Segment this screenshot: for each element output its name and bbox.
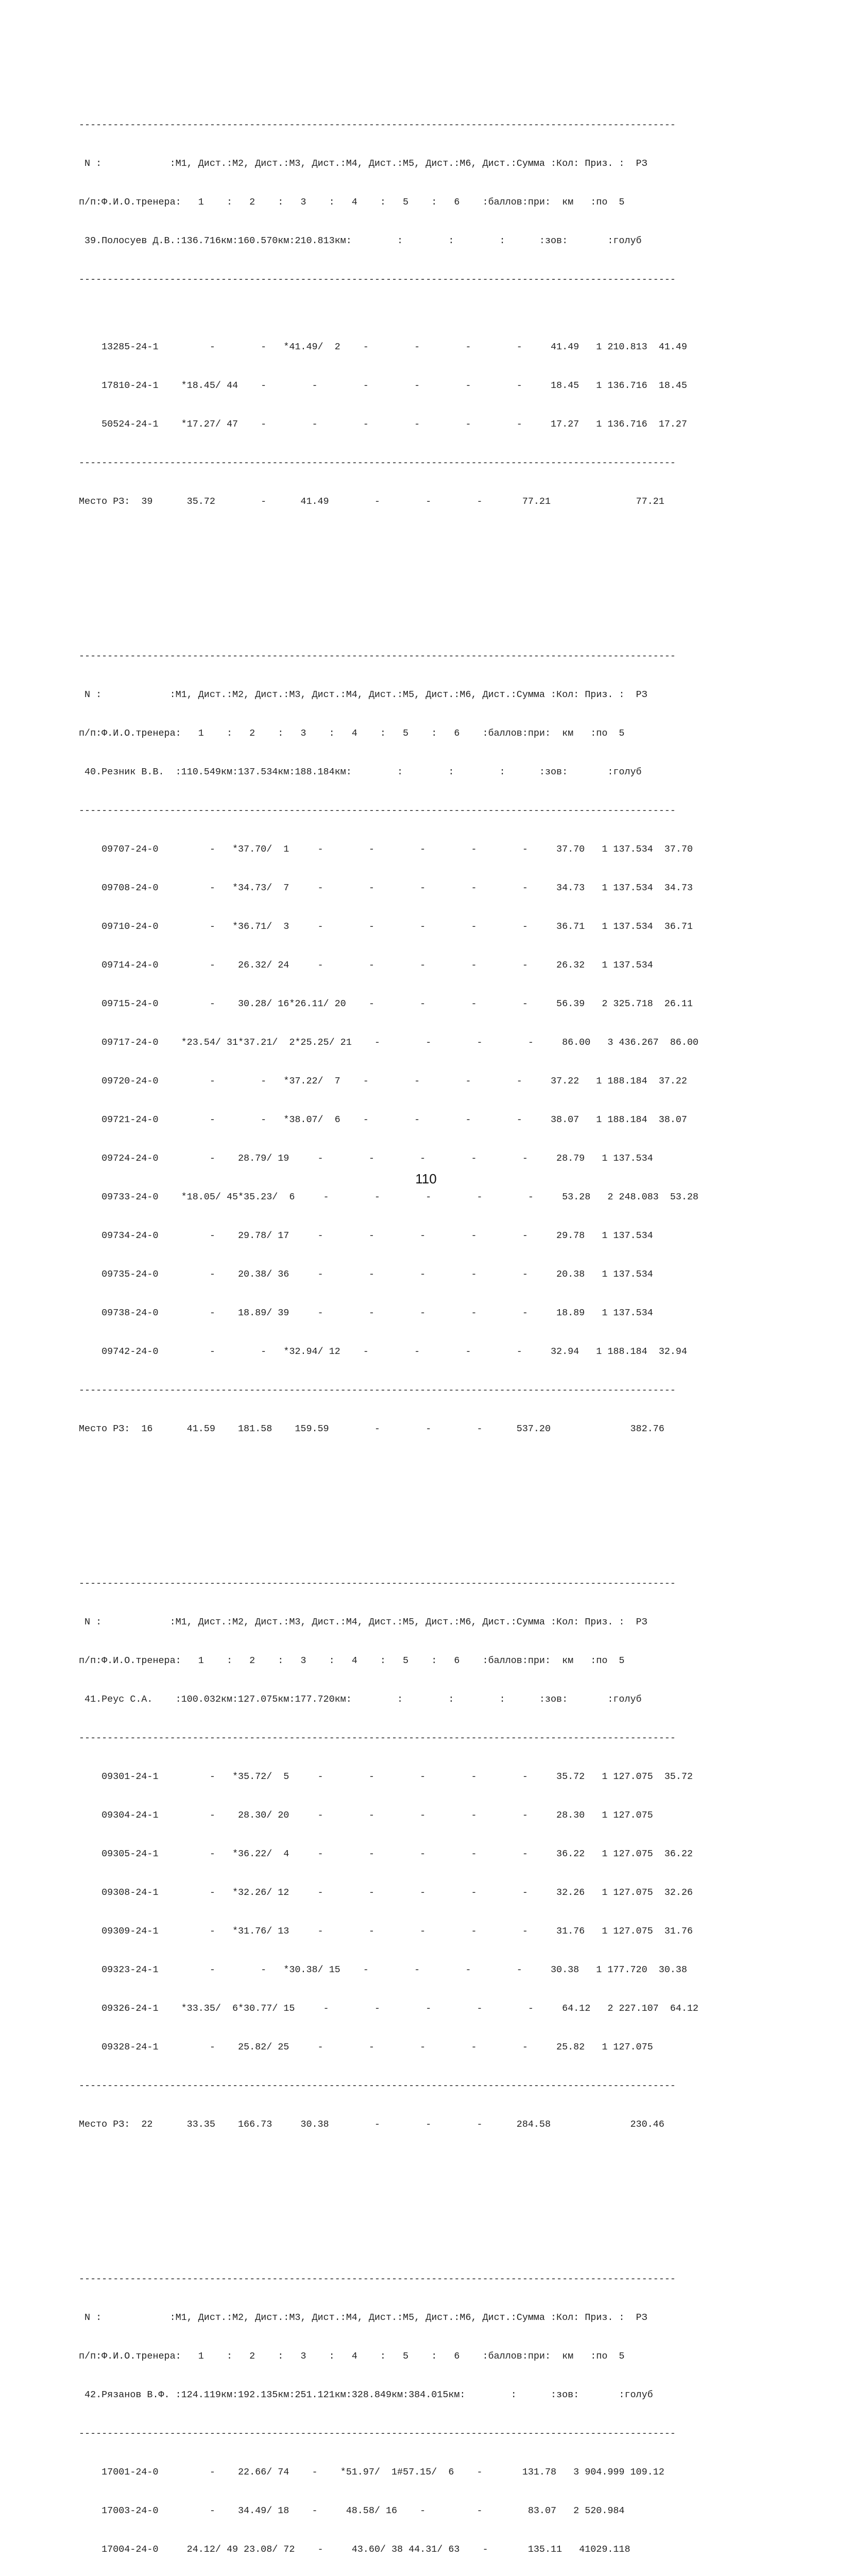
table-header-row: N : :М1, Дист.:М2, Дист.:М3, Дист.:М4, Дист.:М5, Дист.:М6, Дист.:Сумма :Кол: Приз. : РЗ — [79, 689, 647, 700]
pigeon-row: 09304-24-1 - 28.30/ 20 - - - - - 28.30 1 127.075 — [79, 1810, 653, 1821]
pigeon-row: 09328-24-1 - 25.82/ 25 - - - - - 25.82 1 127.075 — [79, 2042, 653, 2053]
table-header-row: п/п:Ф.И.О.тренера: 1 : 2 : 3 : 4 : 5 : 6 :баллов:при: км :по 5 — [79, 2351, 625, 2362]
pigeon-row: 09742-24-0 - - *32.94/ 12 - - - - 32.94 1 188.184 32.94 — [79, 1346, 687, 1357]
pigeon-row: 09715-24-0 - 30.28/ 16*26.11/ 20 - - - - 56.39 2 325.718 26.11 — [79, 998, 693, 1009]
pigeon-row: 13285-24-1 - - *41.49/ 2 - - - - 41.49 1 210.813 41.49 — [79, 342, 687, 352]
separator-line: --------------------------------------------------------------------------------------------------------- — [79, 2274, 676, 2284]
table-header-row: п/п:Ф.И.О.тренера: 1 : 2 : 3 : 4 : 5 : 6 :баллов:при: км :по 5 — [79, 728, 625, 739]
summary-row: Место РЗ: 39 35.72 - 41.49 - - - 77.21 77.21 — [79, 496, 664, 507]
separator-line: --------------------------------------------------------------------------------------------------------- — [79, 274, 676, 285]
table-header-row: N : :М1, Дист.:М2, Дист.:М3, Дист.:М4, Дист.:М5, Дист.:М6, Дист.:Сумма :Кол: Приз. : РЗ — [79, 158, 647, 169]
pigeon-row: 17003-24-0 - 34.49/ 18 - 48.58/ 16 - - 83.07 2 520.984 — [79, 2505, 625, 2516]
separator-line: --------------------------------------------------------------------------------------------------------- — [79, 2428, 676, 2439]
pigeon-row: 09721-24-0 - - *38.07/ 6 - - - - 38.07 1 188.184 38.07 — [79, 1114, 687, 1125]
page-number: 110 — [415, 1171, 437, 1187]
separator-line: --------------------------------------------------------------------------------------------------------- — [79, 805, 676, 816]
pigeon-row: 09735-24-0 - 20.38/ 36 - - - - - 20.38 1 137.534 — [79, 1269, 653, 1280]
trainer-block — [79, 624, 800, 1500]
summary-row: Место РЗ: 22 33.35 166.73 30.38 - - - 284.58 230.46 — [79, 2119, 664, 2130]
trainer-title-row: 41.Реус С.А. :100.032км:127.075км:177.720км: : : : :зов: :голуб — [79, 1694, 642, 1705]
separator-line: --------------------------------------------------------------------------------------------------------- — [79, 1578, 676, 1589]
pigeon-row: 09707-24-0 - *37.70/ 1 - - - - - 37.70 1 137.534 37.70 — [79, 844, 693, 855]
separator-line: --------------------------------------------------------------------------------------------------------- — [79, 1385, 676, 1396]
separator-line: --------------------------------------------------------------------------------------------------------- — [79, 1733, 676, 1743]
trainer-title-row: 39.Полосуев Д.В.:136.716км:160.570км:210.813км: : : : :зов: :голуб — [79, 235, 642, 246]
pigeon-row: 09717-24-0 *23.54/ 31*37.21/ 2*25.25/ 21 - - - - 86.00 3 436.267 86.00 — [79, 1037, 698, 1048]
pigeon-row: 50524-24-1 *17.27/ 47 - - - - - - 17.27 1 136.716 17.27 — [79, 419, 687, 430]
pigeon-row: 09710-24-0 - *36.71/ 3 - - - - - 36.71 1 137.534 36.71 — [79, 921, 693, 932]
pigeon-row: 09714-24-0 - 26.32/ 24 - - - - - 26.32 1 137.534 — [79, 960, 653, 971]
table-header-row: N : :М1, Дист.:М2, Дист.:М3, Дист.:М4, Дист.:М5, Дист.:М6, Дист.:Сумма :Кол: Приз. : РЗ — [79, 2312, 647, 2323]
trainer-block — [79, 93, 800, 572]
separator-line: --------------------------------------------------------------------------------------------------------- — [79, 651, 676, 662]
separator-line: --------------------------------------------------------------------------------------------------------- — [79, 120, 676, 130]
pigeon-row: 09720-24-0 - - *37.22/ 7 - - - - 37.22 1 188.184 37.22 — [79, 1076, 687, 1087]
pigeon-row: 09733-24-0 *18.05/ 45*35.23/ 6 - - - - - 53.28 2 248.083 53.28 — [79, 1192, 698, 1202]
pigeon-row: 09323-24-1 - - *30.38/ 15 - - - - 30.38 1 177.720 30.38 — [79, 1964, 687, 1975]
pigeon-row: 09309-24-1 - *31.76/ 13 - - - - - 31.76 1 127.075 31.76 — [79, 1926, 693, 1937]
pigeon-row: 17810-24-1 *18.45/ 44 - - - - - - 18.45 1 136.716 18.45 — [79, 380, 687, 391]
pigeon-row: 09305-24-1 - *36.22/ 4 - - - - - 36.22 1 127.075 36.22 — [79, 1849, 693, 1859]
separator-line: --------------------------------------------------------------------------------------------------------- — [79, 457, 676, 468]
pigeon-row: 09308-24-1 - *32.26/ 12 - - - - - 32.26 1 127.075 32.26 — [79, 1887, 693, 1898]
trainer-title-row: 42.Рязанов В.Ф. :124.119км:192.135км:251.121км:328.849км:384.015км: : :зов: :голуб — [79, 2389, 653, 2400]
table-header-row: п/п:Ф.И.О.тренера: 1 : 2 : 3 : 4 : 5 : 6 :баллов:при: км :по 5 — [79, 197, 625, 208]
pigeon-row: 09724-24-0 - 28.79/ 19 - - - - - 28.79 1 137.534 — [79, 1153, 653, 1164]
pigeon-row: 17001-24-0 - 22.66/ 74 - *51.97/ 1#57.15/ 6 - 131.78 3 904.999 109.12 — [79, 2467, 664, 2478]
trainer-block — [79, 2247, 800, 2576]
pigeon-row: 09738-24-0 - 18.89/ 39 - - - - - 18.89 1 137.534 — [79, 1308, 653, 1318]
pigeon-row: 09734-24-0 - 29.78/ 17 - - - - - 29.78 1 137.534 — [79, 1230, 653, 1241]
trainer-title-row: 40.Резник В.В. :110.549км:137.534км:188.184км: : : : :зов: :голуб — [79, 767, 642, 777]
pigeon-row: 09301-24-1 - *35.72/ 5 - - - - - 35.72 1 127.075 35.72 — [79, 1771, 693, 1782]
pigeon-row: 09708-24-0 - *34.73/ 7 - - - - - 34.73 1 137.534 34.73 — [79, 883, 693, 893]
pigeon-row: 17004-24-0 24.12/ 49 23.08/ 72 - 43.60/ 38 44.31/ 63 - 135.11 41029.118 — [79, 2544, 631, 2555]
trainer-block — [79, 1551, 800, 2195]
separator-line: --------------------------------------------------------------------------------------------------------- — [79, 2080, 676, 2091]
results-report — [79, 41, 800, 2576]
table-header-row: п/п:Ф.И.О.тренера: 1 : 2 : 3 : 4 : 5 : 6 :баллов:при: км :по 5 — [79, 1655, 625, 1666]
summary-row: Место РЗ: 16 41.59 181.58 159.59 - - - 537.20 382.76 — [79, 1423, 664, 1434]
table-header-row: N : :М1, Дист.:М2, Дист.:М3, Дист.:М4, Дист.:М5, Дист.:М6, Дист.:Сумма :Кол: Приз. : РЗ — [79, 1617, 647, 1628]
pigeon-row: 09326-24-1 *33.35/ 6*30.77/ 15 - - - - - 64.12 2 227.107 64.12 — [79, 2003, 698, 2014]
